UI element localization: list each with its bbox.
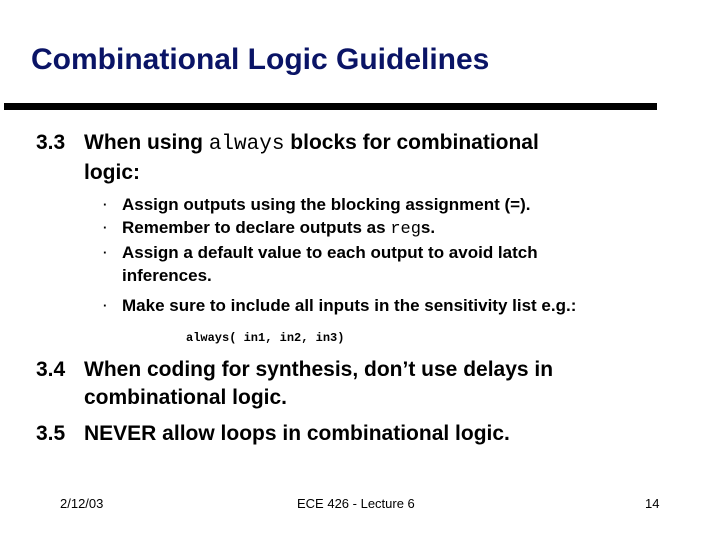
bullet-text: Remember to declare outputs as — [122, 218, 391, 237]
bullet-text: Assign a default value to each output to avoid latch inferences. — [122, 243, 538, 285]
bullet-item — [103, 294, 682, 317]
text-segment: blocks for combinational — [284, 131, 539, 154]
bullet-list — [103, 193, 682, 317]
guideline-text — [84, 420, 684, 448]
footer-course: ECE 426 - Lecture 6 — [297, 496, 415, 511]
text-segment: When using — [84, 131, 209, 154]
guideline-line: NEVER allow loops in combinational logic. — [84, 422, 510, 445]
bullet-marker: · — [103, 197, 108, 212]
guideline-number: 3.3 — [36, 131, 66, 154]
guideline-line: combinational logic. — [84, 386, 288, 409]
code-keyword: reg — [390, 220, 421, 239]
footer-page-number: 14 — [645, 496, 660, 511]
guideline-line — [84, 129, 644, 159]
bullet-item — [103, 193, 682, 216]
bullet-text: s. — [420, 218, 436, 237]
code-keyword: always — [208, 133, 285, 156]
guideline-number: 3.5 — [36, 422, 66, 445]
bullet-text: Assign outputs using the blocking assignment (=). — [122, 195, 531, 214]
guideline-text — [84, 129, 644, 187]
guideline-number: 3.4 — [36, 358, 66, 381]
guideline-line: When coding for synthesis, don’t use delays in — [84, 358, 554, 381]
guideline-line: logic: — [84, 161, 140, 184]
title-divider — [4, 103, 657, 110]
bullet-item — [103, 241, 622, 287]
bullet-marker: · — [103, 298, 108, 313]
code-example: always( in1, in2, in3) — [186, 331, 345, 345]
bullet-marker: · — [103, 220, 108, 235]
bullet-marker: · — [103, 245, 108, 260]
footer-date: 2/12/03 — [60, 496, 104, 511]
slide-title: Combinational Logic Guidelines — [31, 43, 490, 76]
bullet-item — [103, 216, 682, 241]
bullet-text: Make sure to include all inputs in the sensitivity list e.g.: — [122, 296, 577, 315]
guideline-text — [84, 356, 684, 412]
